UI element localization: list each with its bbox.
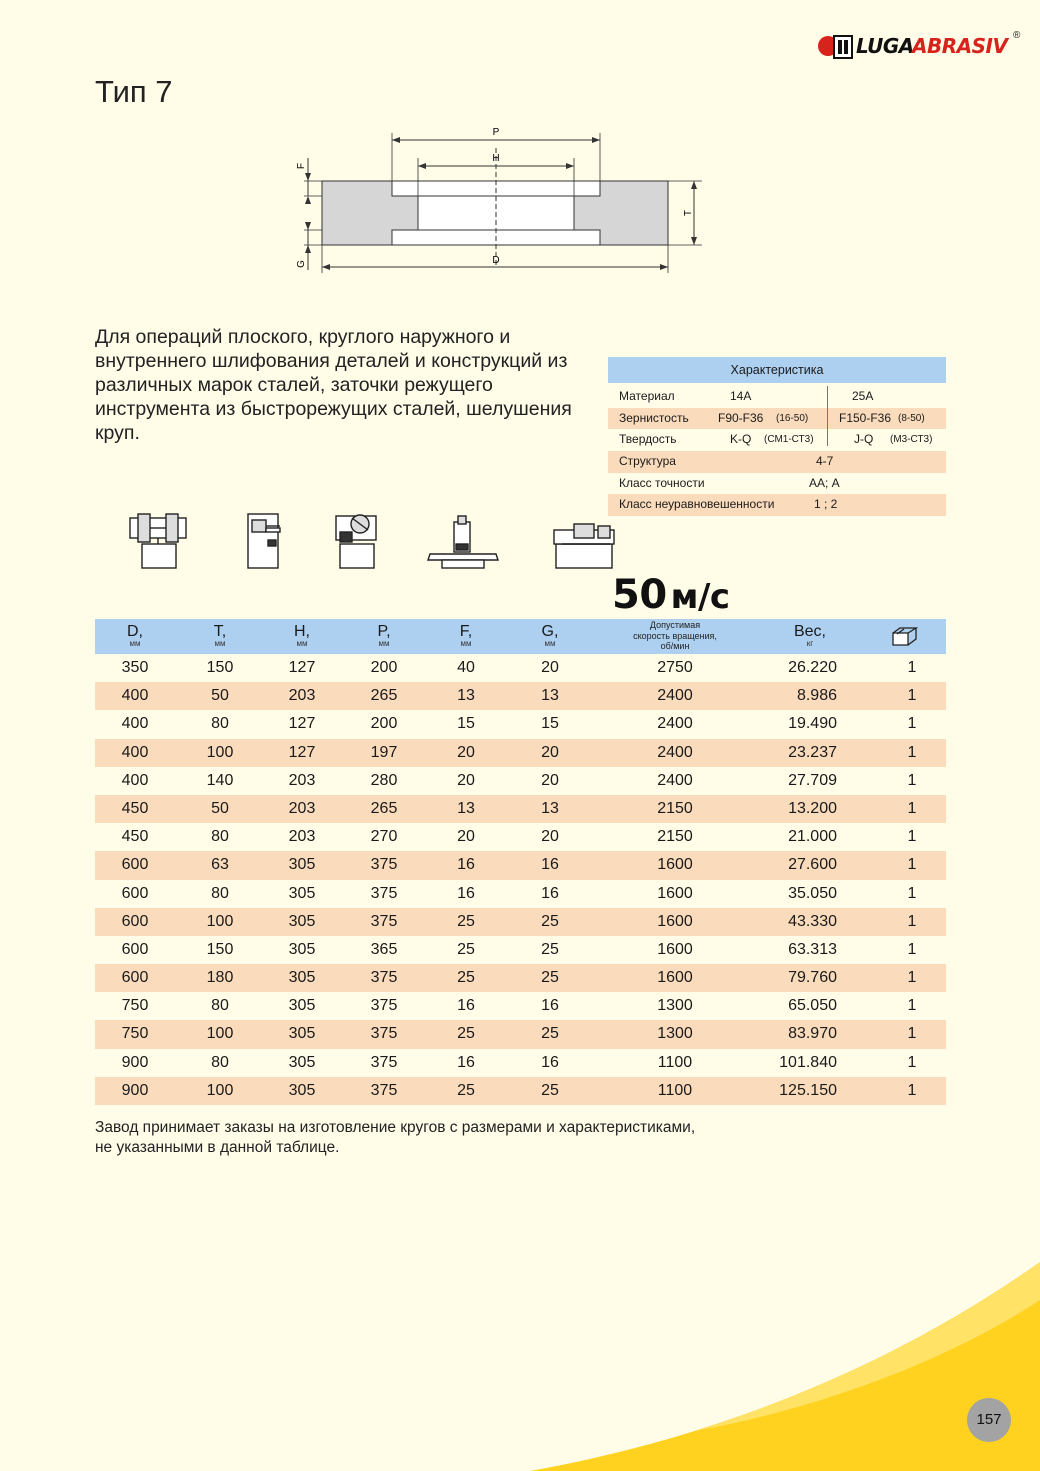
cell-rpm: 1300 — [657, 1025, 693, 1043]
cell-weight: 43.330 — [788, 912, 837, 930]
cell-rpm: 2150 — [657, 828, 693, 846]
table-row — [95, 1049, 946, 1077]
label-P: P — [492, 127, 500, 138]
cell-D: 900 — [121, 1053, 149, 1071]
cell-H: 203 — [288, 771, 316, 789]
cell-G: 25 — [541, 969, 559, 987]
cell-P: 375 — [370, 1081, 398, 1099]
cell-H: 305 — [288, 969, 316, 987]
cell-qty: 1 — [907, 940, 917, 958]
cell-D: 600 — [121, 969, 149, 987]
page-title: Тип 7 — [95, 74, 173, 109]
cell-D: 350 — [121, 659, 149, 676]
cell-F: 16 — [457, 1053, 475, 1071]
description-text: Для операций плоского, круглого наружного и внутреннего шлифования деталей и конструкций из различных марок сталей, заточки режущего инструмента из быстрорежущих сталей, шелушения круп. — [95, 326, 572, 444]
cell-H: 305 — [288, 940, 316, 958]
dimensions-table — [95, 619, 946, 1105]
col-T: T, мм — [213, 623, 227, 648]
logo-text-left: LUGA — [856, 34, 914, 58]
cell-G: 20 — [541, 659, 559, 676]
cell-F: 20 — [457, 743, 475, 761]
col-P: P, мм — [377, 623, 391, 648]
cell-F: 25 — [457, 1025, 475, 1043]
label-T: T — [683, 209, 694, 217]
char-label: Класс неуравновешенности — [619, 497, 775, 512]
cell-weight: 125.150 — [779, 1081, 837, 1099]
cell-qty: 1 — [907, 997, 917, 1015]
cell-T: 100 — [206, 912, 234, 930]
table-row — [95, 654, 946, 682]
char-value-1: K-Q — [730, 432, 752, 447]
cell-T: 100 — [206, 743, 234, 761]
cell-qty: 1 — [907, 1081, 917, 1099]
cell-T: 100 — [206, 1025, 234, 1043]
cell-F: 20 — [457, 771, 475, 789]
cell-weight: 27.600 — [788, 856, 837, 874]
cell-P: 270 — [370, 828, 398, 846]
cell-G: 16 — [541, 997, 559, 1015]
table-body — [95, 654, 946, 1105]
char-value-2: 25А — [852, 389, 874, 403]
cell-G: 16 — [541, 884, 559, 902]
cell-rpm: 2400 — [657, 687, 693, 705]
internal-grinder-icon — [428, 516, 498, 568]
speed-unit: м/с — [670, 577, 730, 617]
char-row-grain — [608, 408, 946, 430]
char-value-2: J-Q — [854, 432, 874, 447]
table-row — [95, 908, 946, 936]
char-value-1b: (16-50) — [776, 412, 809, 424]
cell-T: 63 — [211, 856, 229, 874]
cell-qty: 1 — [907, 743, 917, 761]
cell-T: 80 — [211, 715, 229, 733]
cell-weight: 8.986 — [796, 687, 837, 705]
cell-rpm: 1600 — [657, 856, 693, 874]
cell-qty: 1 — [907, 715, 917, 733]
cell-H: 305 — [288, 884, 316, 902]
cell-P: 200 — [370, 659, 398, 676]
cell-H: 305 — [288, 912, 316, 930]
cell-rpm: 2750 — [657, 659, 693, 676]
table-row — [95, 851, 946, 879]
cell-G: 16 — [541, 1053, 559, 1071]
cell-H: 305 — [288, 1081, 316, 1099]
cell-D: 400 — [121, 715, 149, 733]
char-label: Твердость — [619, 432, 677, 447]
cell-P: 375 — [370, 997, 398, 1015]
cell-G: 25 — [541, 912, 559, 930]
footer-note — [95, 1118, 695, 1158]
cell-D: 750 — [121, 997, 149, 1015]
cell-F: 16 — [457, 884, 475, 902]
table-row — [95, 1077, 946, 1105]
cell-F: 25 — [457, 912, 475, 930]
max-speed-label — [612, 572, 730, 618]
cell-H: 203 — [288, 687, 316, 705]
package-box-icon — [890, 624, 922, 648]
table-row — [95, 1020, 946, 1048]
cell-F: 15 — [457, 715, 475, 733]
cell-P: 280 — [370, 771, 398, 789]
cell-rpm: 1100 — [657, 1081, 693, 1099]
cell-rpm: 2150 — [657, 799, 693, 817]
cell-H: 305 — [288, 1053, 316, 1071]
table-row — [95, 767, 946, 795]
cell-rpm: 1600 — [657, 912, 693, 930]
char-value-2: F150-F36 — [839, 410, 892, 425]
surface-grinder-icon — [130, 514, 186, 568]
cell-P: 200 — [370, 715, 398, 733]
brand-logo — [816, 30, 1026, 64]
cell-P: 375 — [370, 969, 398, 987]
cell-T: 50 — [211, 687, 229, 705]
char-value-1b: (СМ1-СТ3) — [764, 434, 814, 446]
char-value: 4-7 — [816, 454, 834, 469]
cell-weight: 23.237 — [788, 743, 837, 761]
cell-T: 80 — [211, 884, 229, 902]
footer-line-1: Завод принимает заказы на изготовление кругов с размерами и характеристиками, — [95, 1119, 696, 1136]
table-row — [95, 964, 946, 992]
cell-qty: 1 — [907, 884, 917, 902]
cell-F: 16 — [457, 856, 475, 874]
cell-P: 375 — [370, 1053, 398, 1071]
char-value-1: F90-F36 — [718, 410, 764, 425]
cell-T: 140 — [206, 771, 234, 789]
table-row — [95, 710, 946, 738]
cell-D: 750 — [121, 1025, 149, 1043]
cell-qty: 1 — [907, 1025, 917, 1043]
cell-T: 80 — [211, 997, 229, 1015]
col-rpm: Допустимая скорость вращения, об/мин — [633, 620, 717, 651]
cell-rpm: 2400 — [657, 715, 693, 733]
label-F: F — [296, 162, 307, 170]
cell-G: 15 — [541, 715, 559, 733]
char-value: 1 ; 2 — [814, 497, 838, 512]
cell-P: 265 — [370, 687, 398, 705]
char-label: Класс точности — [619, 475, 705, 490]
cell-F: 25 — [457, 1081, 475, 1099]
cell-P: 375 — [370, 1025, 398, 1043]
char-row-material — [608, 386, 946, 408]
cell-qty: 1 — [907, 1053, 917, 1071]
cell-P: 375 — [370, 884, 398, 902]
cell-rpm: 1600 — [657, 940, 693, 958]
label-G: G — [296, 260, 307, 268]
cell-D: 400 — [121, 743, 149, 761]
col-F: F, мм — [459, 623, 473, 648]
char-label: Зернистость — [619, 410, 689, 425]
peeling-machine-icon — [554, 524, 614, 568]
cell-F: 25 — [457, 940, 475, 958]
cell-H: 203 — [288, 799, 316, 817]
cell-weight: 13.200 — [788, 799, 837, 817]
char-value-2b: (8-50) — [898, 412, 925, 424]
cell-rpm: 1600 — [657, 969, 693, 987]
char-column-divider — [827, 386, 828, 446]
cell-H: 305 — [288, 856, 316, 874]
cell-rpm: 2400 — [657, 771, 693, 789]
cell-G: 25 — [541, 940, 559, 958]
characteristics-table — [608, 357, 946, 516]
cell-H: 127 — [288, 659, 316, 676]
char-value-1: 14А — [730, 389, 752, 403]
char-row-accuracy — [608, 473, 946, 495]
table-row — [95, 880, 946, 908]
tool-grinder-icon — [336, 515, 376, 568]
cell-qty: 1 — [907, 912, 917, 930]
cell-qty: 1 — [907, 828, 917, 846]
cell-weight: 63.313 — [788, 940, 837, 958]
cell-D: 600 — [121, 856, 149, 874]
char-row-hardness — [608, 429, 946, 451]
table-row — [95, 992, 946, 1020]
cell-weight: 35.050 — [788, 884, 837, 902]
characteristics-header: Характеристика — [608, 357, 946, 383]
char-row-structure — [608, 451, 946, 473]
cell-D: 400 — [121, 771, 149, 789]
cell-H: 127 — [288, 715, 316, 733]
cell-P: 265 — [370, 799, 398, 817]
cell-rpm: 2400 — [657, 743, 693, 761]
col-G: G, мм — [541, 623, 559, 648]
cell-P: 375 — [370, 856, 398, 874]
table-row — [95, 795, 946, 823]
char-label: Материал — [619, 389, 675, 403]
cell-H: 127 — [288, 743, 316, 761]
cell-rpm: 1300 — [657, 997, 693, 1015]
cell-weight: 79.760 — [788, 969, 837, 987]
cell-F: 13 — [457, 687, 475, 705]
cell-F: 16 — [457, 997, 475, 1015]
cell-P: 365 — [370, 940, 398, 958]
char-value: АА; А — [809, 475, 840, 490]
cell-D: 900 — [121, 1081, 149, 1099]
machine-icons — [120, 508, 640, 574]
page-number: 157 — [967, 1398, 1011, 1442]
cell-weight: 65.050 — [788, 997, 837, 1015]
cell-rpm: 1600 — [657, 884, 693, 902]
logo-registered-mark: ® — [1013, 30, 1021, 41]
cell-T: 150 — [206, 659, 234, 676]
col-D: D, мм — [127, 623, 143, 648]
cell-T: 80 — [211, 828, 229, 846]
cell-D: 600 — [121, 940, 149, 958]
table-row — [95, 682, 946, 710]
cell-weight: 101.840 — [779, 1053, 837, 1071]
logo-text-right: ABRASIV — [912, 34, 1008, 58]
cell-G: 13 — [541, 799, 559, 817]
cell-qty: 1 — [907, 771, 917, 789]
cell-P: 197 — [370, 743, 398, 761]
cell-rpm: 1100 — [657, 1053, 693, 1071]
cell-weight: 27.709 — [788, 771, 837, 789]
cylindrical-grinder-icon — [248, 514, 280, 568]
cell-H: 203 — [288, 828, 316, 846]
cell-G: 20 — [541, 828, 559, 846]
cell-D: 400 — [121, 687, 149, 705]
cell-D: 600 — [121, 912, 149, 930]
cell-D: 450 — [121, 799, 149, 817]
logo-mark-icon — [816, 30, 860, 64]
cell-T: 80 — [211, 1053, 229, 1071]
cell-qty: 1 — [907, 659, 917, 676]
table-header — [95, 619, 946, 654]
wheel-profile-diagram — [290, 118, 710, 278]
label-H: H — [492, 153, 500, 164]
cell-G: 20 — [541, 743, 559, 761]
cell-weight: 83.970 — [788, 1025, 837, 1043]
cell-T: 50 — [211, 799, 229, 817]
cell-qty: 1 — [907, 687, 917, 705]
cell-H: 305 — [288, 997, 316, 1015]
cell-weight: 19.490 — [788, 715, 837, 733]
col-weight: Вес, кг — [793, 623, 826, 648]
footer-line-2: не указанными в данной таблице. — [95, 1139, 340, 1156]
label-D: D — [492, 255, 500, 266]
cell-D: 600 — [121, 884, 149, 902]
cell-T: 180 — [206, 969, 234, 987]
cell-T: 100 — [206, 1081, 234, 1099]
cell-H: 305 — [288, 1025, 316, 1043]
cell-qty: 1 — [907, 856, 917, 874]
cell-F: 13 — [457, 799, 475, 817]
cell-G: 16 — [541, 856, 559, 874]
cell-weight: 21.000 — [788, 828, 837, 846]
cell-F: 40 — [457, 659, 475, 676]
cell-F: 25 — [457, 969, 475, 987]
cell-G: 25 — [541, 1025, 559, 1043]
cell-qty: 1 — [907, 799, 917, 817]
cell-qty: 1 — [907, 969, 917, 987]
cell-P: 375 — [370, 912, 398, 930]
cell-weight: 26.220 — [788, 659, 837, 676]
cell-F: 20 — [457, 828, 475, 846]
char-label: Структура — [619, 454, 676, 469]
char-value-2b: (М3-СТ3) — [890, 434, 933, 446]
cell-T: 150 — [206, 940, 234, 958]
speed-value: 50 — [612, 572, 667, 618]
table-row — [95, 823, 946, 851]
table-row — [95, 936, 946, 964]
cell-D: 450 — [121, 828, 149, 846]
col-H: H, мм — [294, 623, 310, 648]
table-row — [95, 739, 946, 767]
char-row-unbalance — [608, 494, 946, 516]
cell-G: 25 — [541, 1081, 559, 1099]
cell-G: 20 — [541, 771, 559, 789]
cell-G: 13 — [541, 687, 559, 705]
